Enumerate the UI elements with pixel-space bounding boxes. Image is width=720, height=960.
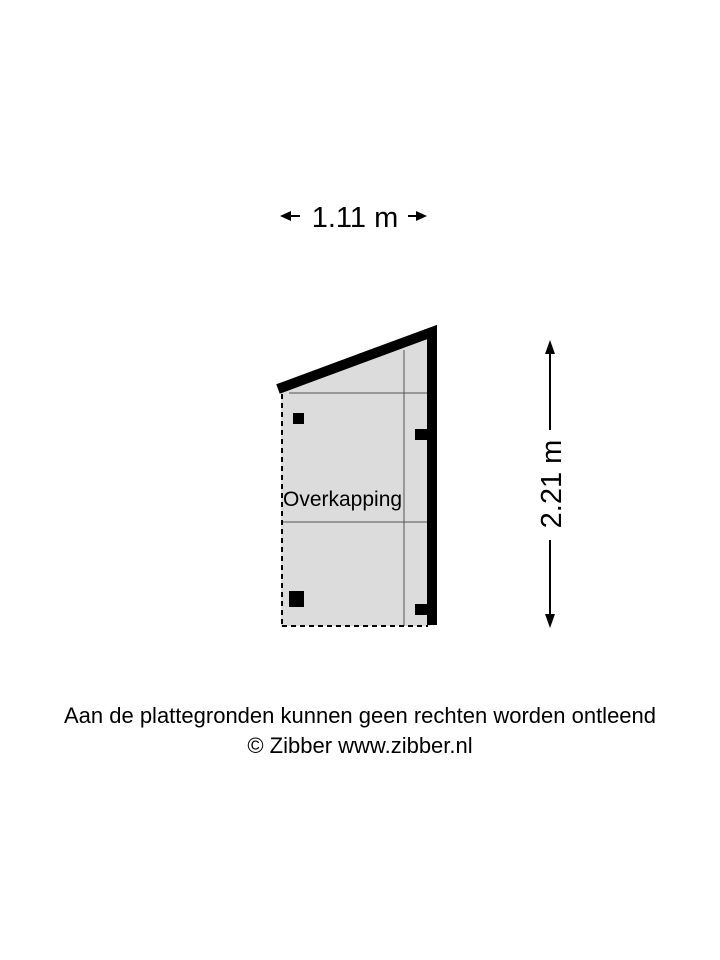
height-dimension	[536, 340, 568, 628]
width-label: 1.11 m	[311, 202, 399, 234]
post	[415, 429, 428, 440]
post	[289, 591, 304, 607]
disclaimer-text: Aan de plattegronden kunnen geen rechten worden ontleend	[63, 703, 657, 728]
arrow-up-icon	[545, 340, 555, 354]
room-label: Overkapping	[283, 488, 403, 511]
post	[415, 604, 428, 615]
width-dimension	[280, 202, 427, 234]
height-label: 2.21 m	[536, 439, 568, 529]
arrow-down-icon	[545, 614, 555, 628]
post	[293, 413, 304, 424]
copyright-text: © Zibber www.zibber.nl	[247, 733, 473, 758]
arrow-left-icon	[280, 211, 291, 221]
arrow-right-icon	[416, 211, 427, 221]
